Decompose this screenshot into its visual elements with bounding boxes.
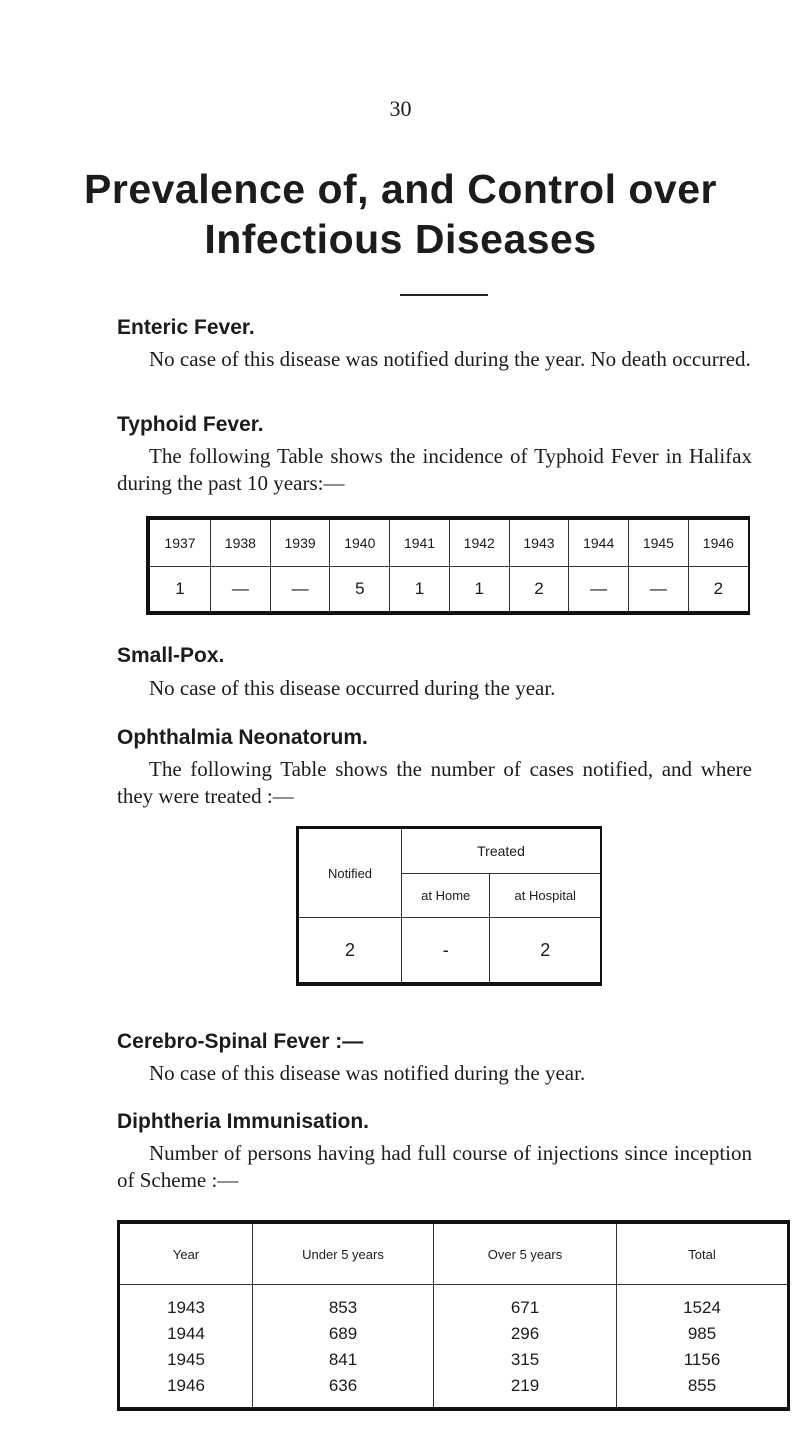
at-hospital-value: 2 bbox=[490, 918, 601, 985]
typhoid-heading: Typhoid Fever. bbox=[117, 413, 264, 436]
notified-header: Notified bbox=[298, 828, 402, 918]
cerebro-heading: Cerebro-Spinal Fever :— bbox=[117, 1030, 364, 1053]
table-row bbox=[119, 1347, 789, 1373]
diphtheria-table bbox=[117, 1220, 790, 1411]
total-cell: 985 bbox=[617, 1321, 789, 1347]
over-5-cell: 315 bbox=[434, 1347, 617, 1373]
typhoid-year: 1939 bbox=[270, 518, 330, 567]
typhoid-year: 1945 bbox=[629, 518, 689, 567]
typhoid-count: 2 bbox=[509, 567, 569, 614]
title-divider bbox=[400, 294, 488, 296]
title-line-1: Prevalence of, and Control over bbox=[84, 166, 717, 212]
at-hospital-header: at Hospital bbox=[490, 873, 601, 917]
typhoid-count: 2 bbox=[688, 567, 749, 614]
enteric-heading: Enteric Fever. bbox=[117, 316, 255, 339]
under-5-cell: 689 bbox=[253, 1321, 434, 1347]
ophthalmia-heading: Ophthalmia Neonatorum. bbox=[117, 726, 368, 749]
diphtheria-text: Number of persons having had full course of injections since inception of Scheme :— bbox=[117, 1141, 752, 1192]
under-5-header: Under 5 years bbox=[253, 1222, 434, 1285]
over-5-cell: 296 bbox=[434, 1321, 617, 1347]
typhoid-year: 1944 bbox=[569, 518, 629, 567]
table-row bbox=[119, 1285, 789, 1322]
over-5-header: Over 5 years bbox=[434, 1222, 617, 1285]
typhoid-year: 1940 bbox=[330, 518, 390, 567]
year-header: Year bbox=[119, 1222, 253, 1285]
at-home-header: at Home bbox=[402, 873, 490, 917]
under-5-cell: 841 bbox=[253, 1347, 434, 1373]
typhoid-years-row bbox=[148, 518, 749, 567]
ophthalmia-table bbox=[296, 826, 602, 986]
diphtheria-header-row bbox=[119, 1222, 789, 1285]
typhoid-counts-row bbox=[148, 567, 749, 614]
typhoid-year: 1938 bbox=[211, 518, 271, 567]
table-row bbox=[119, 1321, 789, 1347]
smallpox-heading: Small-Pox. bbox=[117, 644, 225, 667]
typhoid-year: 1946 bbox=[688, 518, 749, 567]
total-header: Total bbox=[617, 1222, 789, 1285]
over-5-cell: 219 bbox=[434, 1373, 617, 1409]
smallpox-text: No case of this disease occurred during the year. bbox=[149, 676, 556, 700]
typhoid-count: — bbox=[211, 567, 271, 614]
diphtheria-heading: Diphtheria Immunisation. bbox=[117, 1110, 370, 1133]
typhoid-count: 1 bbox=[449, 567, 509, 614]
treated-header: Treated bbox=[402, 828, 602, 874]
title-line-2: Infectious Diseases bbox=[204, 216, 597, 262]
ophthalmia-values-row bbox=[298, 918, 602, 985]
typhoid-year: 1937 bbox=[148, 518, 211, 567]
year-cell: 1945 bbox=[167, 1350, 205, 1369]
year-cell: 1946 bbox=[167, 1376, 205, 1395]
typhoid-count: 1 bbox=[390, 567, 450, 614]
over-5-cell: 671 bbox=[434, 1285, 617, 1322]
page-title bbox=[0, 164, 801, 264]
enteric-text: No case of this disease was notified during the year. No death occurred. bbox=[149, 347, 751, 371]
total-cell: 1156 bbox=[617, 1347, 789, 1373]
ophthalmia-header-row bbox=[298, 828, 602, 874]
typhoid-year: 1941 bbox=[390, 518, 450, 567]
notified-value: 2 bbox=[298, 918, 402, 985]
total-cell: 1524 bbox=[617, 1285, 789, 1322]
typhoid-count: 5 bbox=[330, 567, 390, 614]
typhoid-table bbox=[146, 516, 750, 615]
at-home-value: - bbox=[402, 918, 490, 985]
cerebro-text: No case of this disease was notified during the year. bbox=[149, 1061, 586, 1085]
total-cell: 855 bbox=[617, 1373, 789, 1409]
ophthalmia-text: The following Table shows the number of cases notified, and where they were treated :— bbox=[117, 757, 752, 808]
typhoid-year: 1942 bbox=[449, 518, 509, 567]
year-cell: 1944 bbox=[167, 1324, 205, 1343]
under-5-cell: 636 bbox=[253, 1373, 434, 1409]
typhoid-year: 1943 bbox=[509, 518, 569, 567]
year-cell: 1943 bbox=[167, 1298, 205, 1317]
typhoid-text: The following Table shows the incidence of Typhoid Fever in Halifax during the past 10 years:— bbox=[117, 444, 752, 495]
under-5-cell: 853 bbox=[253, 1285, 434, 1322]
typhoid-count: — bbox=[270, 567, 330, 614]
page-number: 30 bbox=[389, 96, 412, 121]
table-row bbox=[119, 1373, 789, 1409]
typhoid-count: — bbox=[569, 567, 629, 614]
typhoid-count: 1 bbox=[175, 579, 185, 598]
typhoid-count: — bbox=[629, 567, 689, 614]
